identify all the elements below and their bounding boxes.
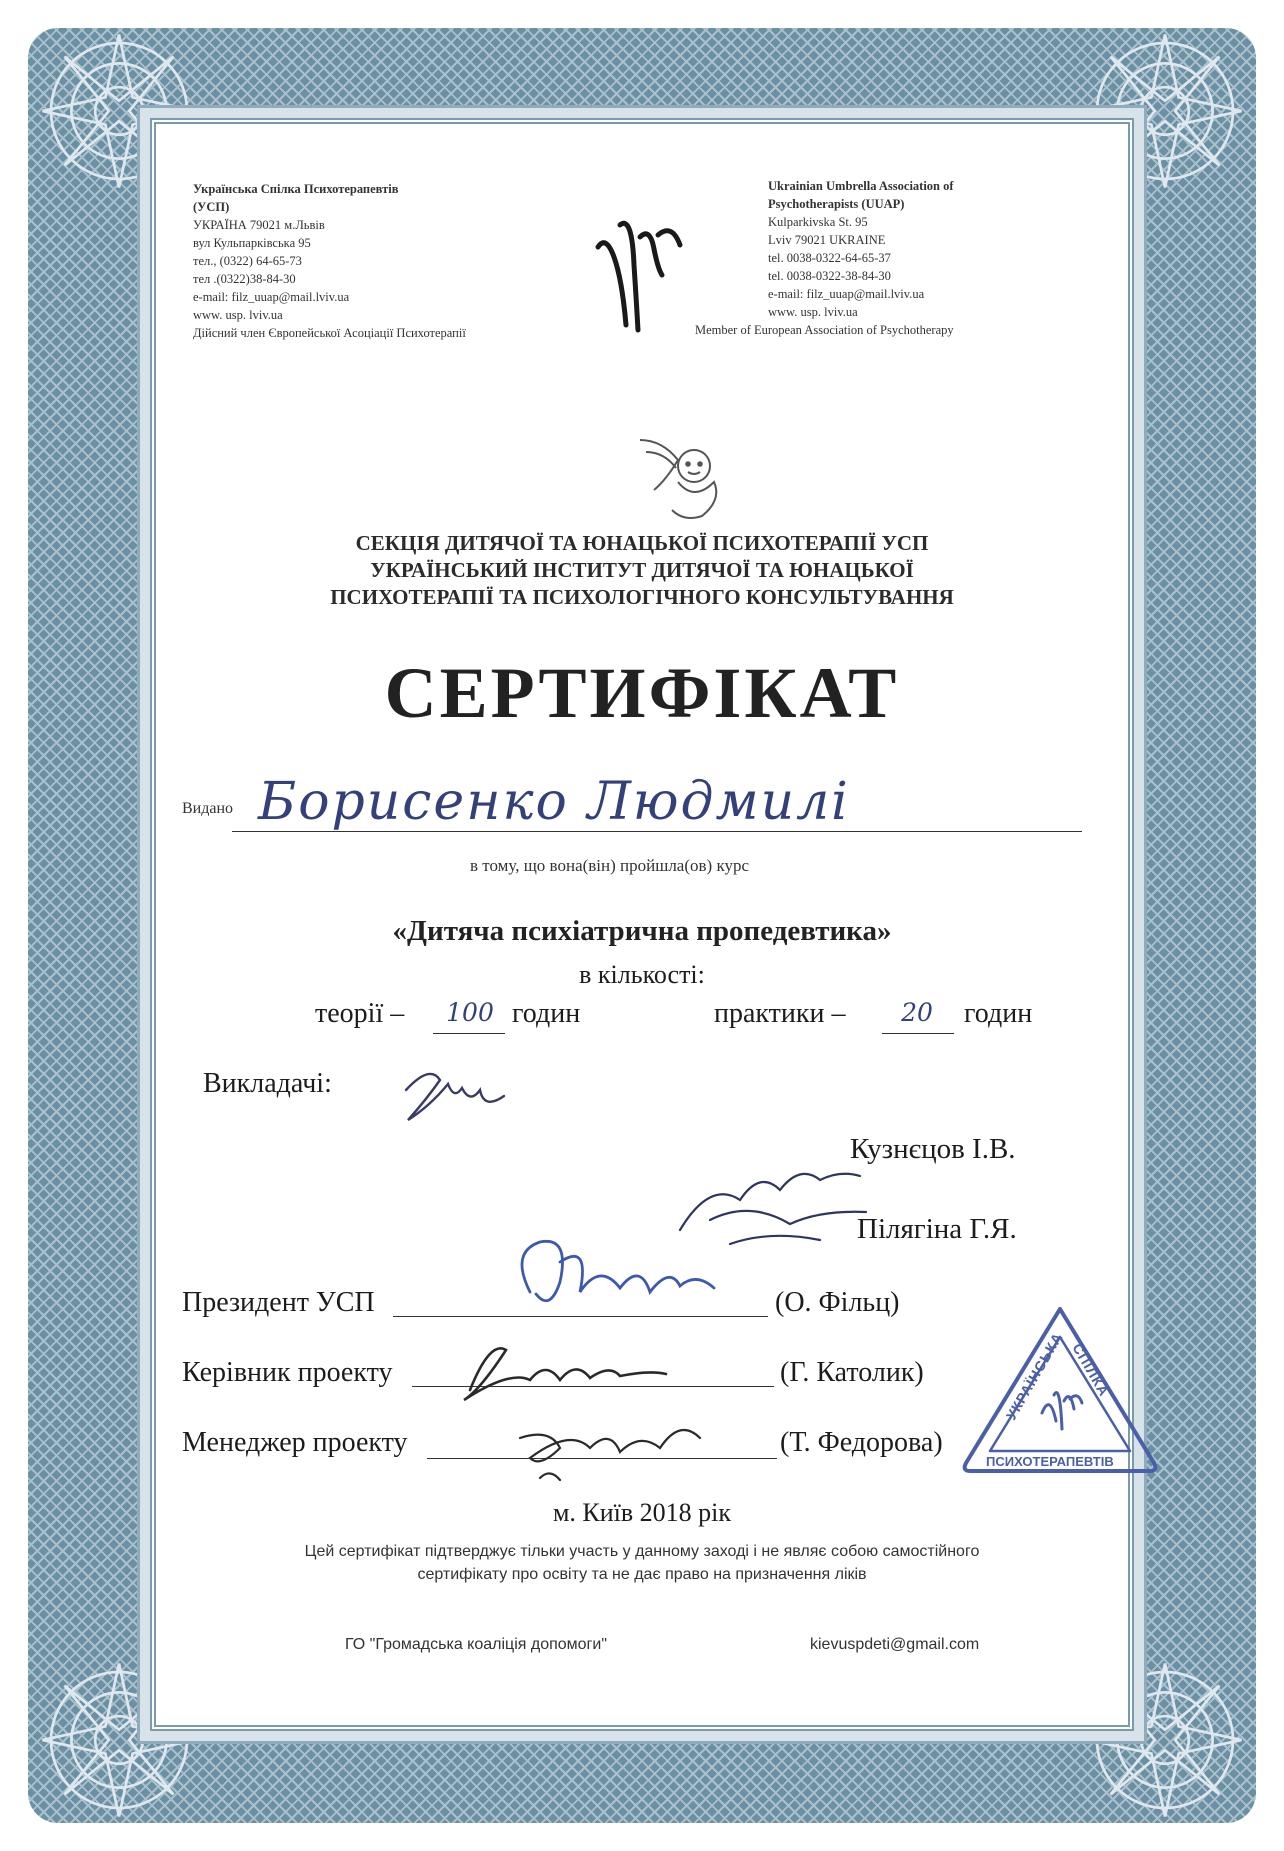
city-year: м. Київ 2018 рік — [552, 1498, 732, 1527]
stamp-logo-icon — [1042, 1393, 1082, 1429]
phone-line: тел .(0322)38-84-30 — [193, 272, 296, 286]
address-line: вул Кульпарківська 95 — [193, 236, 311, 250]
child-angel-logo-icon — [632, 430, 742, 530]
org-name-en-2: Psychotherapists (UUAP) — [768, 197, 905, 211]
footer-organization: ГО "Громадська коаліція допомоги" — [345, 1636, 608, 1653]
address-line: Lviv 79021 UKRAINE — [768, 233, 886, 247]
section-line: СЕКЦІЯ ДИТЯЧОЇ ТА ЮНАЦЬКОЇ ПСИХОТЕРАПІЇ УСП — [355, 531, 929, 555]
practice-label: практики – — [714, 998, 846, 1029]
org-name-ua: Українська Спілка Психотерапевтів — [193, 182, 399, 196]
address-line: Kulparkivska St. 95 — [768, 215, 868, 229]
section-line: ПСИХОТЕРАПІЇ ТА ПСИХОЛОГІЧНОГО КОНСУЛЬТУВАННЯ — [330, 585, 954, 609]
issued-label: Видано — [182, 800, 234, 817]
manager-signature-icon — [500, 1408, 720, 1488]
phone-line: тел., (0322) 64-65-73 — [193, 254, 302, 268]
usp-logo-icon — [592, 205, 688, 335]
amount-label: в кількості: — [579, 960, 705, 989]
signatory-role: Президент УСП — [182, 1287, 375, 1318]
disclaimer-line: Цей сертифікат підтверджує тільки участь у данному заході і не являє собою самостійного — [304, 1543, 980, 1560]
recipient-underline — [232, 831, 1082, 832]
signatory-name: (О. Фільц) — [775, 1287, 900, 1318]
header-left-org-info — [193, 180, 613, 342]
disclaimer-text — [240, 1540, 1044, 1586]
website-line: www. usp. lviv.ua — [768, 305, 858, 319]
theory-underline — [433, 1033, 505, 1034]
membership-line: Дійсний член Європейської Асоціації Психотерапії — [193, 326, 466, 340]
stamp-text-top: УКРАЇНСЬКА — [1002, 1329, 1066, 1423]
email-line: e-mail: filz_uuap@mail.lviv.ua — [193, 290, 350, 304]
president-signature-icon — [500, 1222, 720, 1322]
practice-hours-value: 20 — [901, 998, 933, 1027]
official-stamp — [960, 1303, 1160, 1503]
phone-line: tel. 0038-0322-64-65-37 — [768, 251, 891, 265]
theory-unit: годин — [512, 998, 581, 1029]
website-line: www. usp. lviv.ua — [193, 308, 283, 322]
course-name: «Дитяча психіатрична пропедевтика» — [392, 915, 892, 947]
teachers-label: Викладачі: — [203, 1068, 332, 1099]
certificate-title: СЕРТИФІКАТ — [384, 653, 900, 733]
theory-hours-value: 100 — [446, 998, 494, 1027]
footer-email: kievuspdeti@gmail.com — [810, 1636, 980, 1653]
membership-line: Member of European Association of Psychotherapy — [695, 323, 954, 337]
address-line: УКРАЇНА 79021 м.Львів — [193, 218, 325, 232]
disclaimer-line: сертифікату про освіту та не дає право на призначення ліків — [417, 1566, 867, 1583]
teacher-name: Пілягіна Г.Я. — [857, 1213, 1017, 1245]
recipient-name-handwritten: Борисенко Людмилі — [258, 772, 850, 832]
institute-section-heading — [190, 530, 1094, 611]
phone-line: tel. 0038-0322-38-84-30 — [768, 269, 891, 283]
course-intro-text: в тому, що вона(він) пройшла(ов) курс — [470, 856, 750, 875]
email-line: e-mail: filz_uuap@mail.lviv.ua — [768, 287, 925, 301]
signatory-role: Менеджер проекту — [182, 1427, 408, 1458]
section-line: УКРАЇНСЬКИЙ ІНСТИТУТ ДИТЯЧОЇ ТА ЮНАЦЬКОЇ — [370, 558, 914, 582]
org-abbr-ua: (УСП) — [193, 200, 230, 214]
org-name-en: Ukrainian Umbrella Association of — [768, 179, 954, 193]
teacher-name: Кузнєцов І.В. — [850, 1133, 1016, 1165]
stamp-text-right: СПІЛКА — [1069, 1340, 1113, 1400]
practice-unit: годин — [964, 998, 1033, 1029]
signatory-role: Керівник проекту — [182, 1357, 393, 1388]
signatory-name: (Г. Католик) — [780, 1357, 924, 1388]
practice-underline — [882, 1033, 954, 1034]
teacher-signature-icon — [400, 1060, 510, 1130]
project-lead-signature-icon — [450, 1330, 670, 1410]
theory-label: теорії – — [315, 998, 405, 1029]
stamp-text-bottom: ПСИХОТЕРАПЕВТІВ — [986, 1454, 1114, 1469]
header-right-org-info — [695, 177, 1128, 339]
signatory-name: (Т. Федорова) — [780, 1427, 943, 1458]
